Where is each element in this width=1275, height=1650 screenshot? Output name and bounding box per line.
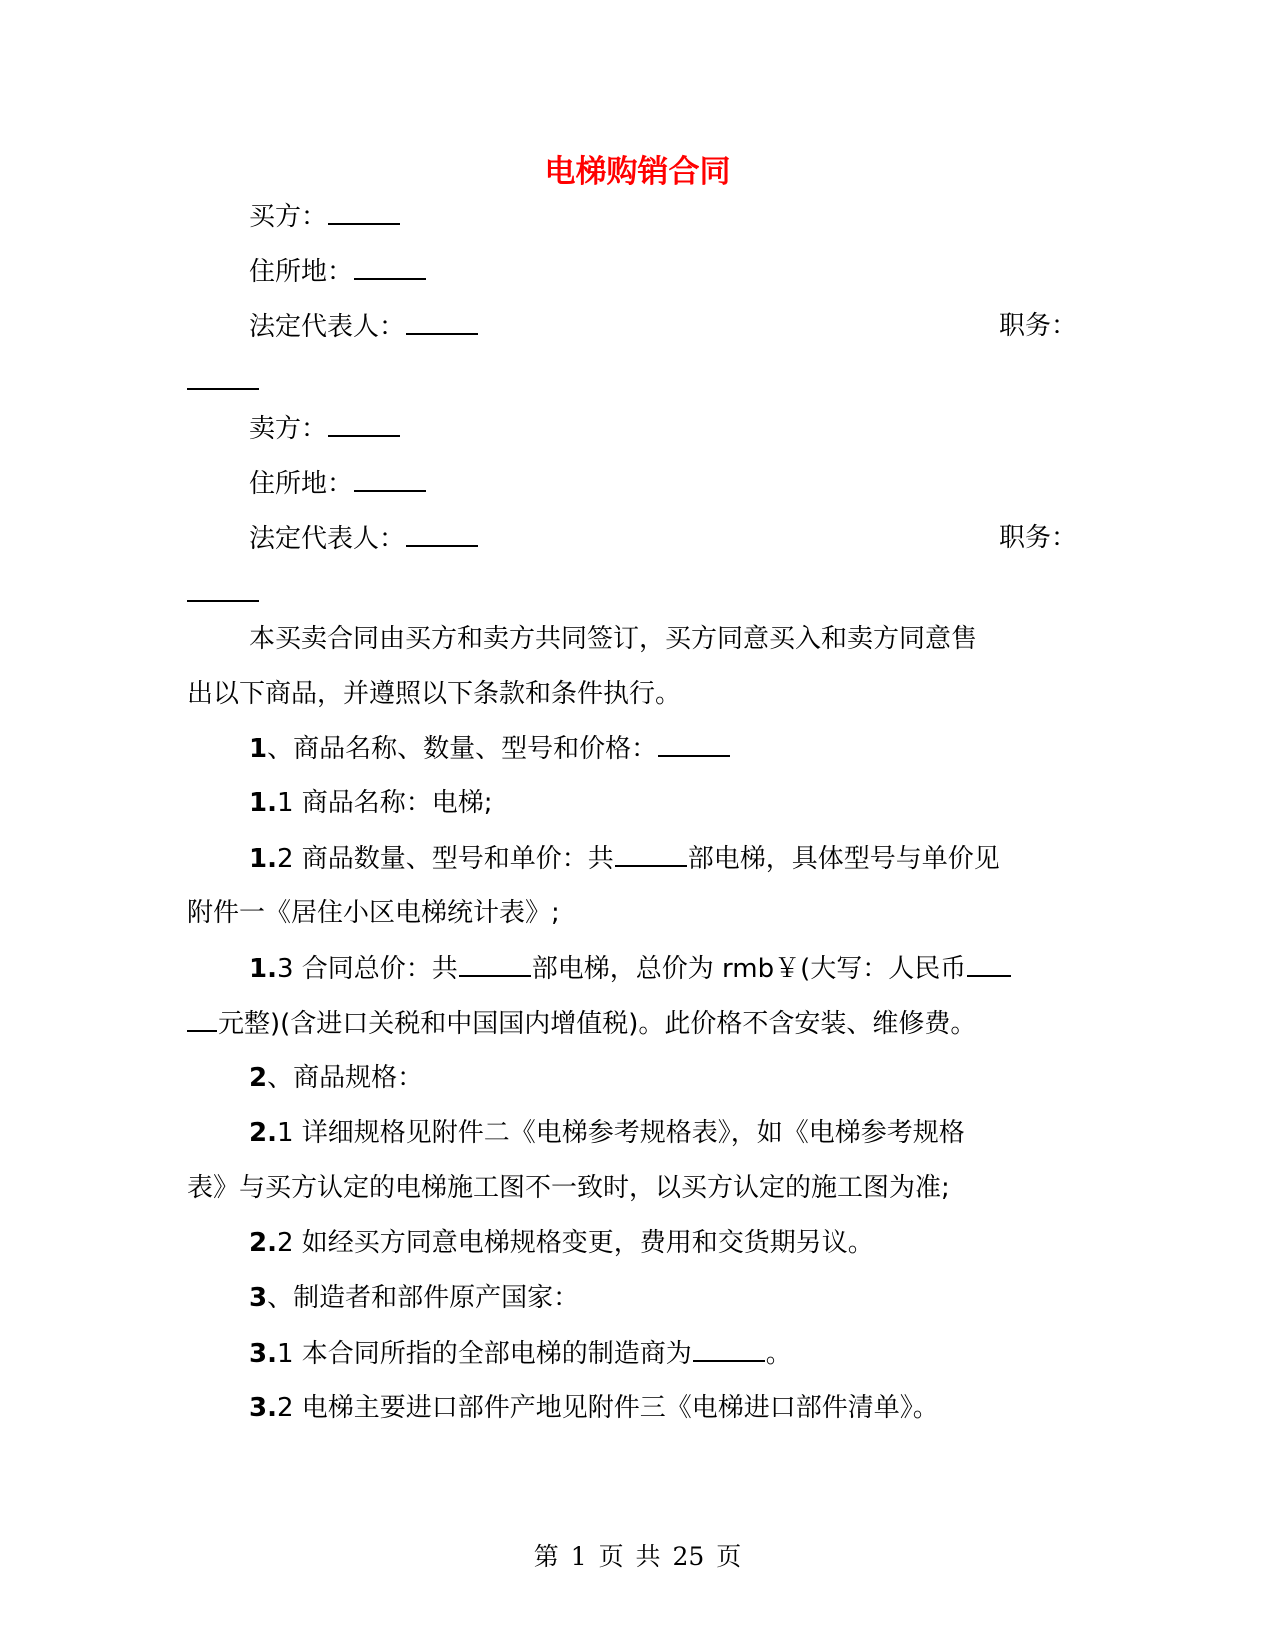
clause-text: 3 合同总价：共 [276, 954, 458, 984]
seller-line [249, 411, 1077, 446]
blank-field [658, 731, 730, 757]
buyer-position-label: 职务： [998, 311, 1077, 341]
clause-3-2 [249, 1391, 1077, 1425]
clause-1-3 [249, 951, 1077, 986]
clause-text: 2 电梯主要进口部件产地见附件三《电梯进口部件清单》。 [276, 1393, 939, 1423]
section-1-heading [249, 731, 1077, 766]
document-title: 电梯购销合同 [544, 154, 731, 190]
blank-field [967, 951, 1011, 977]
blank-field [187, 576, 259, 602]
clause-text: 2 商品数量、型号和单价：共 [276, 844, 614, 874]
clause-1-3-line-2 [187, 1006, 1077, 1041]
section-text: 、商品名称、数量、型号和价格： [267, 734, 658, 764]
clause-2-1 [249, 1116, 1077, 1150]
section-number: 3 [249, 1283, 268, 1313]
section-3-heading [249, 1281, 1077, 1315]
blank-field [328, 199, 400, 225]
blank-field [406, 521, 478, 547]
section-number: 1 [249, 734, 268, 764]
buyer-address-line [249, 254, 1077, 289]
page-footer: 第 1 页 共 25 页 [533, 1542, 742, 1571]
clause-2-1-line-2: 表》与买方认定的电梯施工图不一致时，以买方认定的施工图为准; [187, 1173, 950, 1203]
seller-address-label: 住所地： [249, 469, 354, 499]
clause-text: 1 详细规格见附件二《电梯参考规格表》，如《电梯参考规格 [276, 1118, 965, 1148]
blank-field [328, 411, 400, 437]
buyer-rep-label: 法定代表人： [249, 312, 406, 342]
section-text: 、商品规格： [267, 1063, 424, 1093]
clause-number: 1. [249, 954, 277, 984]
clause-text: 2 如经买方同意电梯规格变更，费用和交货期另议。 [276, 1228, 874, 1258]
clause-text: 部电梯，总价为 rmb￥(大写：人民币 [531, 954, 967, 984]
clause-1-1 [249, 786, 1077, 820]
blank-field [615, 841, 687, 867]
clause-text: 。 [765, 1339, 792, 1369]
buyer-line [249, 199, 1077, 234]
seller-address-line [249, 466, 1077, 501]
blank-field [187, 1006, 217, 1032]
seller-rep-label: 法定代表人： [249, 524, 406, 554]
clause-number: 3. [249, 1339, 277, 1369]
buyer-rep-line [249, 309, 1077, 344]
clause-2-2 [249, 1226, 1077, 1260]
section-2-heading [249, 1061, 1077, 1095]
blank-field [354, 466, 426, 492]
buyer-address-label: 住所地： [249, 257, 354, 287]
seller-rep-line [249, 521, 1077, 556]
buyer-label: 买方： [249, 202, 328, 232]
section-text: 、制造者和部件原产国家： [267, 1283, 580, 1313]
clause-number: 1. [249, 788, 277, 818]
clause-1-2 [249, 841, 1077, 876]
seller-position-label: 职务： [998, 523, 1077, 553]
clause-text: 1 本合同所指的全部电梯的制造商为 [276, 1339, 692, 1369]
clause-text: 1 商品名称：电梯; [276, 788, 493, 818]
clause-number: 3. [249, 1393, 277, 1423]
clause-text: 部电梯，具体型号与单价见 [687, 844, 1000, 874]
blank-field [459, 951, 531, 977]
clause-number: 1. [249, 844, 277, 874]
clause-1-2-line-2: 附件一《居住小区电梯统计表》; [187, 898, 560, 928]
blank-field [693, 1336, 765, 1362]
intro-paragraph-line-2: 出以下商品，并遵照以下条款和条件执行。 [187, 679, 682, 709]
blank-field [187, 364, 259, 390]
buyer-position-blank-line [187, 364, 1077, 399]
clause-number: 2. [249, 1118, 277, 1148]
seller-label: 卖方： [249, 414, 328, 444]
clause-number: 2. [249, 1228, 277, 1258]
intro-paragraph-line-1: 本买卖合同由买方和卖方共同签订，买方同意买入和卖方同意售 [249, 624, 978, 654]
section-number: 2 [249, 1063, 268, 1093]
blank-field [354, 254, 426, 280]
clause-text: 元整)(含进口关税和中国国内增值税)。此价格不含安装、维修费。 [218, 1009, 977, 1039]
clause-3-1 [249, 1336, 1077, 1371]
seller-position-blank-line [187, 576, 1077, 611]
blank-field [406, 309, 478, 335]
